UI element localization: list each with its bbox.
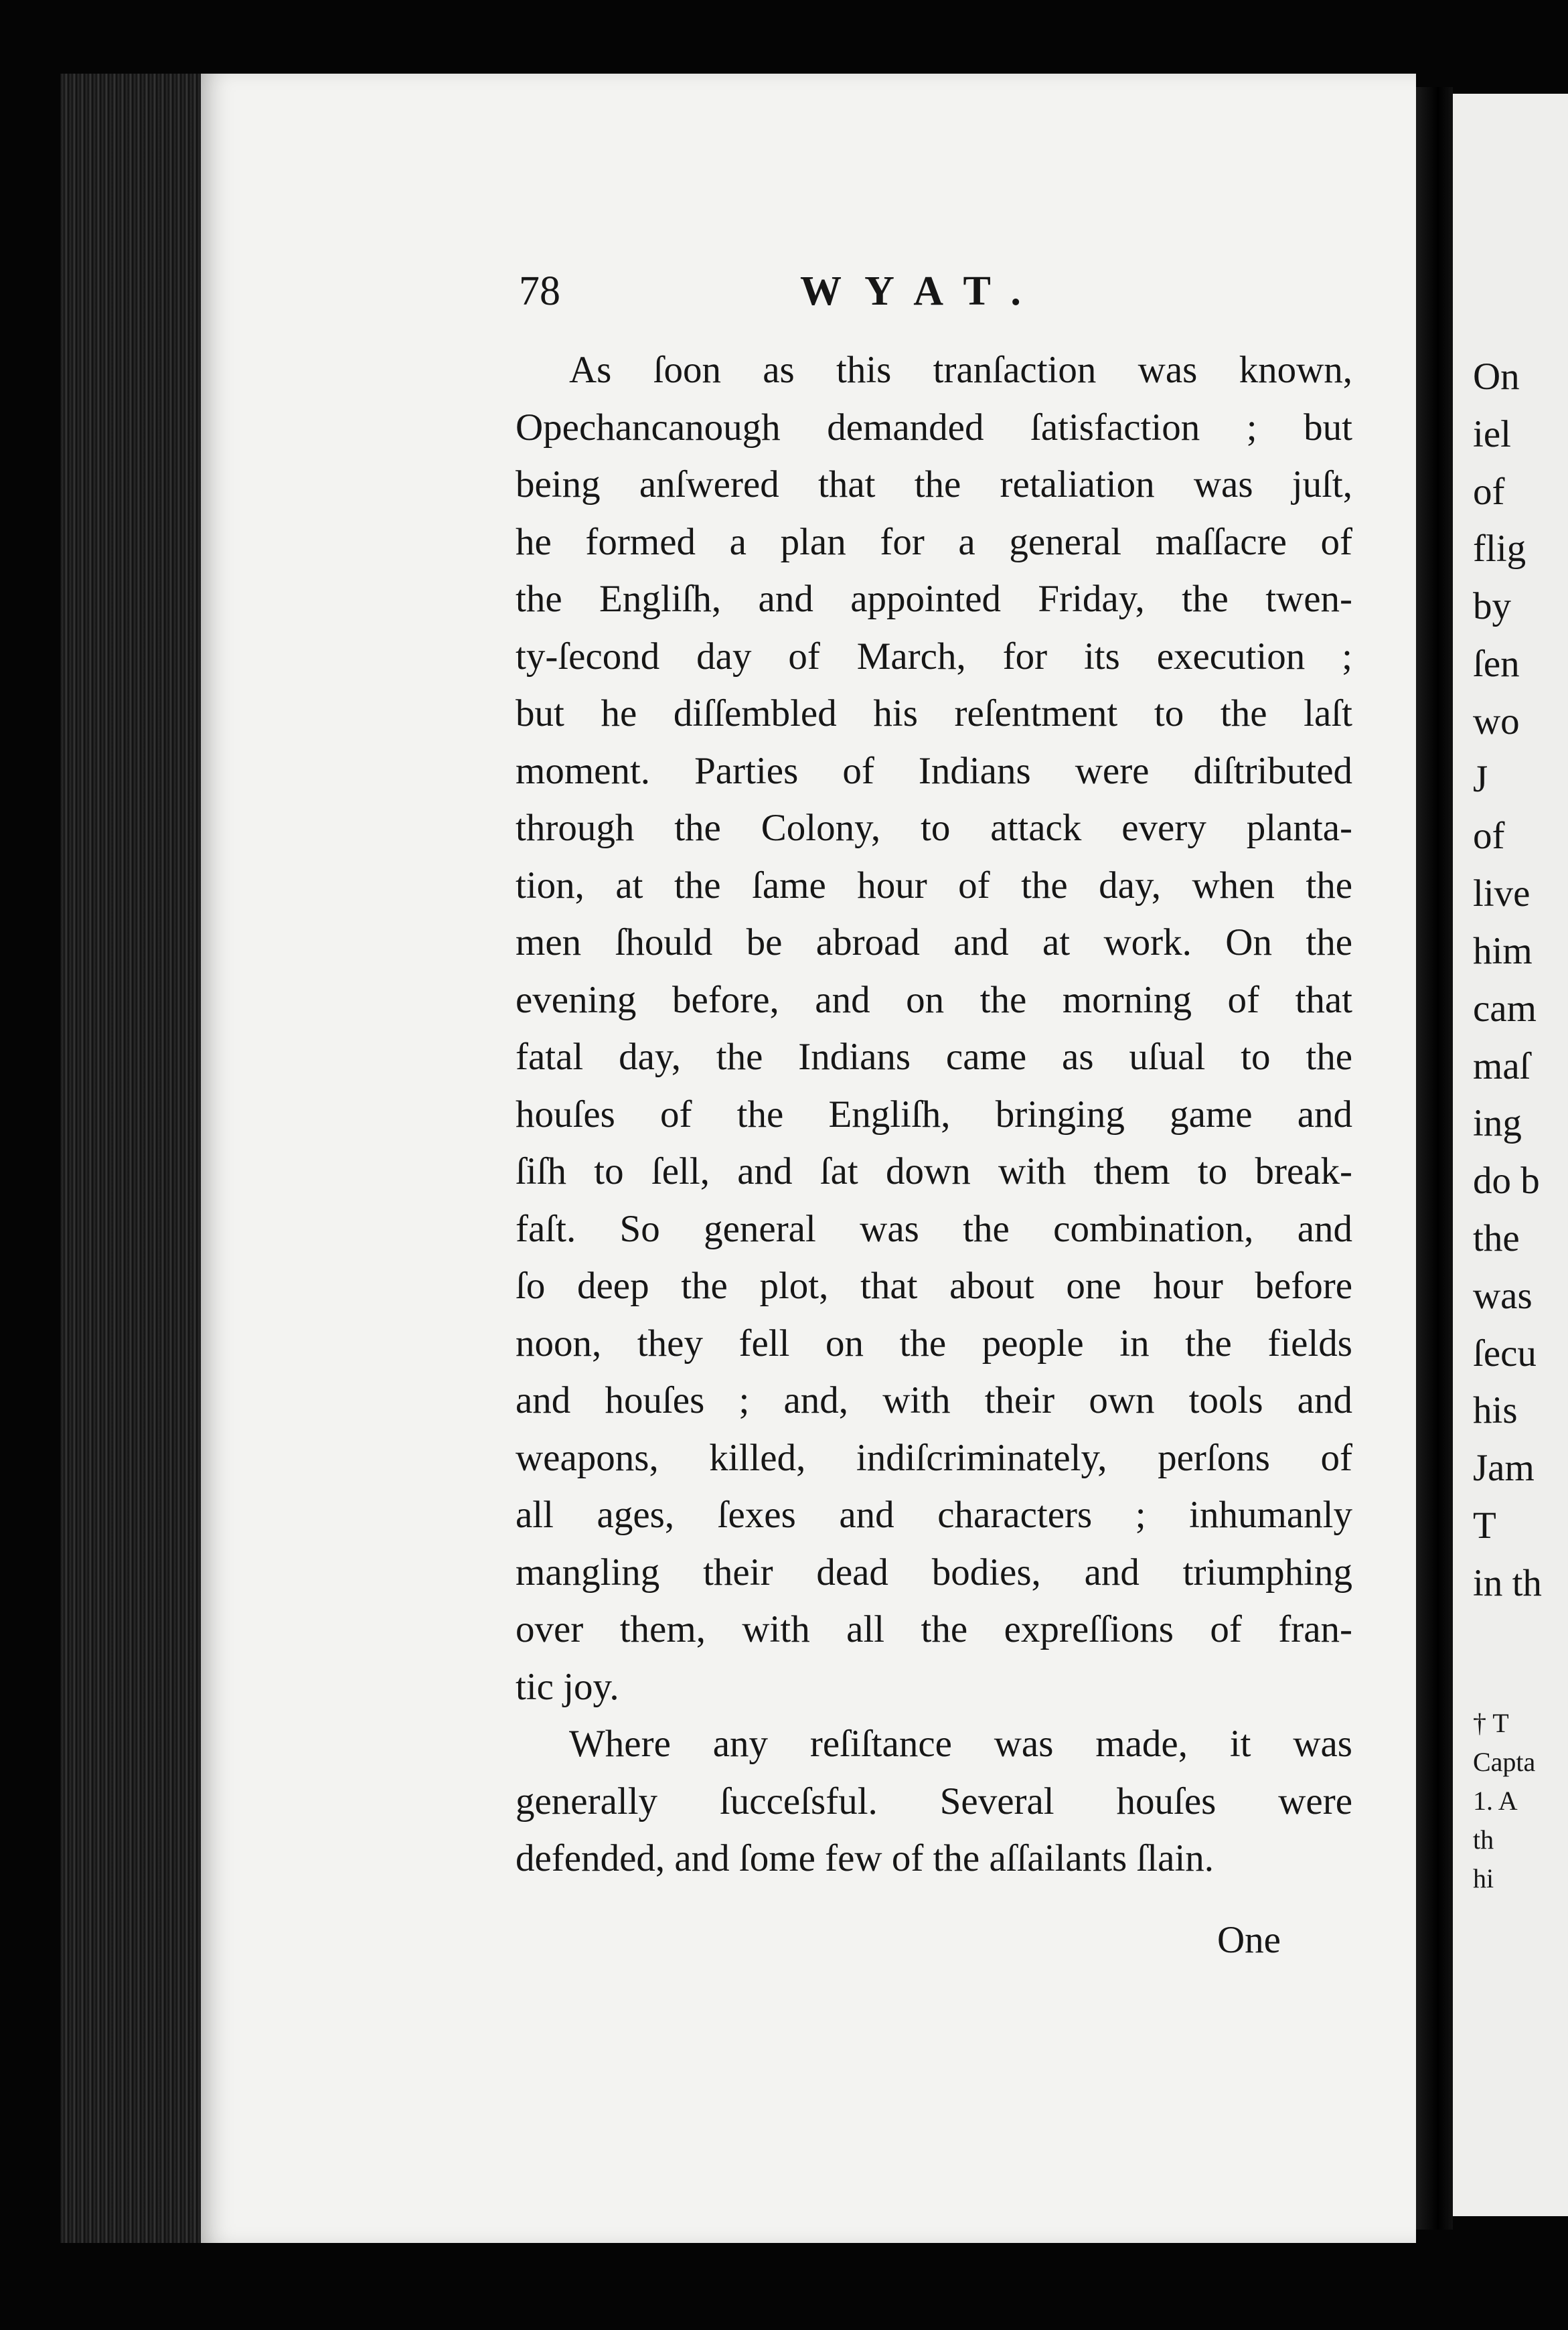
- body-text: [516, 341, 1352, 1887]
- facing-line: maſ: [1473, 1044, 1531, 1087]
- text-line: faſt. So general was the combination, and: [516, 1207, 1352, 1250]
- text-line: Where any reſiſtance was made, it was: [569, 1723, 1352, 1765]
- page-edges-stack: [60, 74, 208, 2243]
- facing-line: live: [1473, 872, 1531, 915]
- running-head: [519, 264, 1121, 318]
- text-line: defended, and ſome few of the aſſailants ſlain.: [516, 1837, 1214, 1879]
- facing-page-text: [1473, 348, 1568, 1612]
- catchword: One: [1217, 1919, 1281, 1961]
- facing-line: was: [1473, 1274, 1533, 1317]
- facing-note-line: th: [1473, 1824, 1494, 1855]
- facing-line: Jam: [1473, 1447, 1535, 1490]
- text-line: generally ſucceſsful. Several houſes were: [516, 1780, 1352, 1822]
- text-line: tion, at the ſame hour of the day, when the: [516, 864, 1352, 907]
- facing-line: cam: [1473, 987, 1537, 1030]
- text-line: all ages, ſexes and characters ; inhumanly: [516, 1494, 1352, 1536]
- facing-line: On: [1473, 356, 1520, 398]
- text-line: he formed a plan for a general maſſacre of: [516, 520, 1352, 563]
- text-line: mangling their dead bodies, and triumphing: [516, 1551, 1352, 1594]
- book-gutter: [1416, 87, 1453, 2230]
- facing-line: ing: [1473, 1102, 1522, 1145]
- facing-note-line: Capta: [1473, 1747, 1536, 1777]
- facing-line: T: [1473, 1504, 1496, 1547]
- text-line: ty-ſecond day of March, for its execution ;: [516, 635, 1352, 678]
- facing-line: his: [1473, 1389, 1518, 1432]
- text-line: and houſes ; and, with their own tools and: [516, 1379, 1352, 1421]
- text-line: ſiſh to ſell, and ſat down with them to break-: [516, 1150, 1352, 1192]
- text-line: men ſhould be abroad and at work. On the: [516, 921, 1352, 963]
- text-line: tic joy.: [516, 1665, 619, 1708]
- text-line: ſo deep the plot, that about one hour before: [516, 1265, 1352, 1307]
- text-line: through the Colony, to attack every planta-: [516, 807, 1352, 849]
- text-line: over them, with all the expreſſions of fran-: [516, 1608, 1352, 1650]
- facing-line: ſen: [1473, 642, 1520, 685]
- facing-line: wo: [1473, 700, 1520, 743]
- text-line: Opechancanough demanded ſatisfaction ; but: [516, 406, 1352, 449]
- facing-line: ſecu: [1473, 1332, 1537, 1375]
- text-line: but he diſſembled his reſentment to the laſt: [516, 692, 1352, 734]
- facing-line: flig: [1473, 528, 1526, 570]
- text-line: being anſwered that the retaliation was juſt,: [516, 463, 1352, 506]
- text-line: the Engliſh, and appointed Friday, the twen-: [516, 578, 1352, 620]
- facing-line: the: [1473, 1217, 1520, 1259]
- text-line: fatal day, the Indians came as uſual to the: [516, 1036, 1352, 1078]
- text-line: As ſoon as this tranſaction was known,: [569, 349, 1352, 391]
- facing-note-line: hi: [1473, 1863, 1494, 1893]
- facing-line: J: [1473, 757, 1488, 800]
- facing-line: do b: [1473, 1160, 1540, 1202]
- facing-line: him: [1473, 929, 1533, 972]
- facing-note-line: 1. A: [1473, 1786, 1518, 1816]
- page-number: 78: [519, 268, 560, 314]
- facing-note-line: † T: [1473, 1708, 1509, 1738]
- facing-line: in th: [1473, 1561, 1542, 1604]
- text-line: moment. Parties of Indians were diſtributed: [516, 749, 1352, 792]
- facing-page-notes: [1473, 1704, 1568, 1898]
- text-line: houſes of the Engliſh, bringing game and: [516, 1093, 1352, 1136]
- text-line: weapons, killed, indiſcriminately, perſons of: [516, 1436, 1352, 1479]
- facing-line: of: [1473, 470, 1505, 513]
- facing-line: by: [1473, 585, 1511, 628]
- page-title: WYAT.: [800, 268, 1044, 314]
- text-line: noon, they fell on the people in the fields: [516, 1322, 1352, 1365]
- facing-line: iel: [1473, 412, 1511, 455]
- facing-line: of: [1473, 815, 1505, 858]
- text-line: evening before, and on the morning of that: [516, 978, 1352, 1021]
